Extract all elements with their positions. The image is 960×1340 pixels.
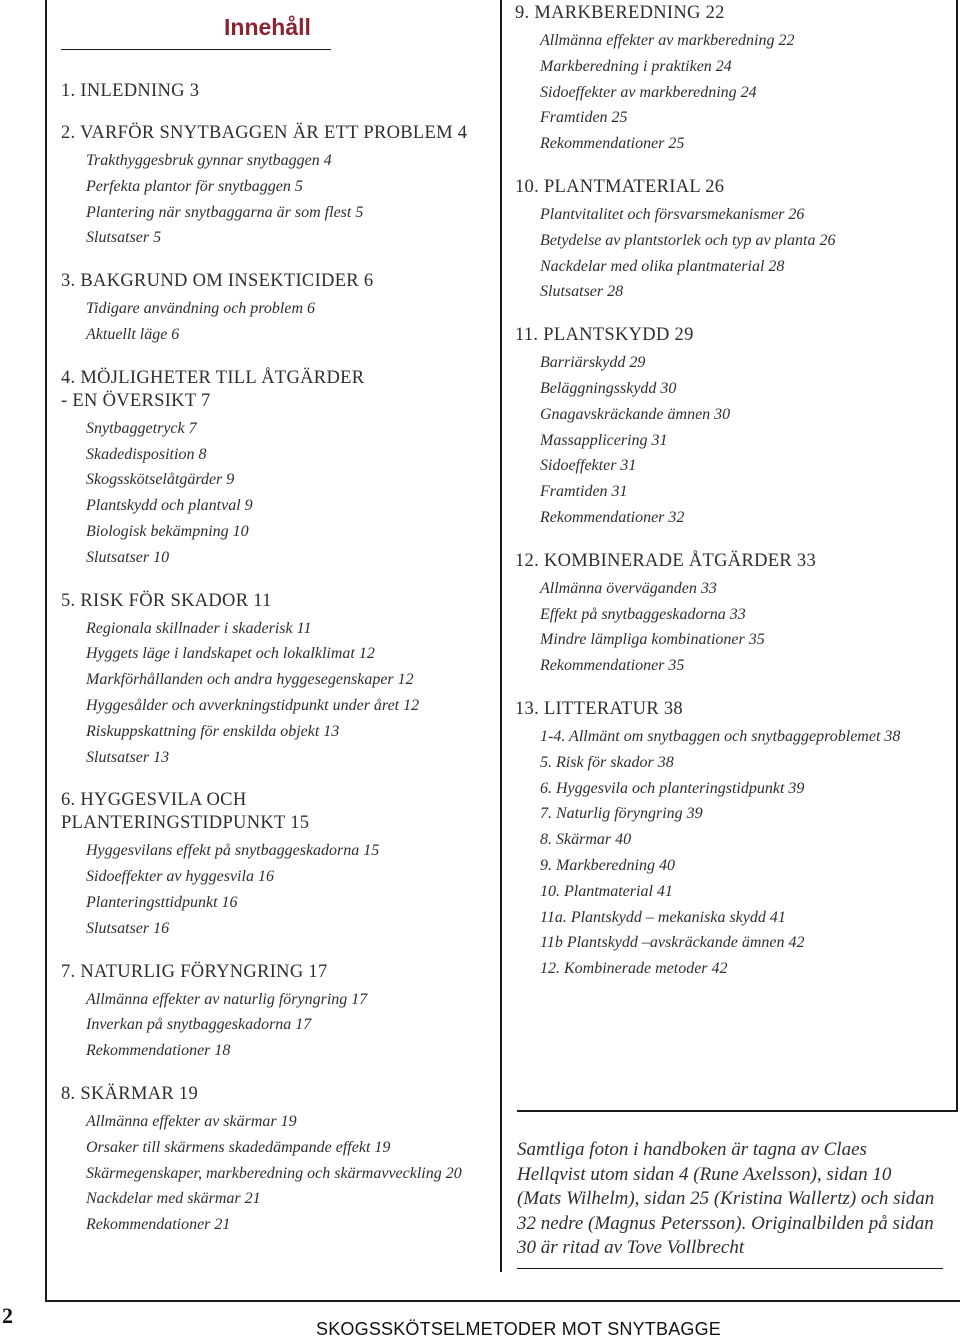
toc-subsection: Trakthyggesbruk gynnar snytbaggen 4 [86,152,332,169]
toc-section-heading: 12. KOMBINERADE ÅTGÄRDER 33 [515,550,817,571]
toc-section [61,270,491,348]
toc-subsection: Slutsatser 16 [86,919,170,937]
photo-credits: Samtliga foton i handboken är tagna av Claes Hellqvist utom sidan 4 (Rune Axelsson), sidan 10 (Mats Wilhelm), sidan 25 (Kristina Wallertz) och sidan 32 nedre (Magnus Petersson). Originalbilden på sidan 30 är ritad av Tove Vollbrecht [517,1139,935,1258]
toc-section [515,324,945,531]
toc-section [61,122,491,251]
toc-section-heading: 11. PLANTSKYDD 29 [515,325,694,346]
toc-subsection: Allmänna överväganden 33 [540,579,717,597]
toc-subsection: Planteringsttidpunkt 16 [86,893,238,911]
toc-subsection: Snytbaggetryck 7 [86,419,197,437]
toc-subsection: Markberedning i praktiken 24 [540,57,732,75]
toc-subsection: Perfekta plantor för snytbaggen 5 [86,177,303,195]
toc-right-column [515,2,945,1001]
left-vertical-rule [45,0,47,1302]
toc-subsection: Rekommendationer 25 [540,135,685,153]
toc-subsection: Skärmegenskaper, markberedning och skärmavveckling 20 [86,1164,462,1182]
toc-subsection: Betydelse av plantstorlek och typ av planta 26 [540,231,836,249]
credits-top-rule [517,1110,958,1112]
toc-subsection: 7. Naturlig föryngring 39 [540,805,703,823]
toc-subsection: Riskuppskattning för enskilda objekt 13 [86,722,340,740]
toc-subsection: 9. Markberedning 40 [540,856,675,874]
toc-subsection: Sidoeffekter av hyggesvila 16 [86,868,274,886]
toc-subsection: 8. Skärmar 40 [540,831,632,849]
toc-subsection: 1-4. Allmänt om snytbaggen och snytbaggeproblemet 38 [540,727,901,745]
toc-subsection: Regionala skillnader i skaderisk 11 [86,619,312,637]
toc-title: Innehåll [224,14,311,40]
toc-subsection: Sidoeffekter av markberedning 24 [540,83,757,101]
toc-subsection: Slutsatser 28 [540,283,624,301]
toc-subsection: Rekommendationer 18 [86,1042,231,1060]
toc-section-heading: 7. NATURLIG FÖRYNGRING 17 [61,961,328,982]
toc-subsection: Plantering när snytbaggarna är som flest 5 [86,203,364,221]
toc-subsection: Skogsskötselåtgärder 9 [86,471,235,489]
toc-subsection: Mindre lämpliga kombinationer 35 [540,631,765,649]
toc-section-heading: 6. HYGGESVILA OCH PLANTERINGSTIDPUNKT 15 [61,790,310,834]
toc-section [61,961,491,1064]
toc-section-heading: 4. MÖJLIGHETER TILL ÅTGÄRDER - EN ÖVERSIKT 7 [61,367,365,411]
toc-section [515,550,945,679]
toc-subsection: Markförhållanden och andra hyggesegenskaper 12 [86,671,414,689]
toc-subsection: Framtiden 25 [540,109,628,127]
toc-section-heading: 9. MARKBEREDNING 22 [515,3,725,23]
toc-subsection: Rekommendationer 32 [540,508,685,526]
toc-section-heading: 8. SKÄRMAR 19 [61,1083,199,1104]
toc-subsection: 11b Plantskydd –avskräckande ämnen 42 [540,934,805,952]
toc-subsection: Beläggningsskydd 30 [540,379,677,397]
toc-section-heading: 2. VARFÖR SNYTBAGGEN ÄR ETT PROBLEM 4 [61,123,468,143]
toc-subsection: Nackdelar med skärmar 21 [86,1190,261,1208]
toc-subsection: Inverkan på snytbaggeskadorna 17 [86,1016,312,1034]
credits-bottom-rule [517,1268,943,1269]
toc-subsection: Plantskydd och plantval 9 [86,497,253,515]
toc-subsection: Allmänna effekter av markberedning 22 [540,32,795,49]
page-number: 2 [2,1303,13,1328]
toc-subsection: Allmänna effekter av naturlig föryngring 17 [86,990,368,1008]
toc-subsection: Sidoeffekter 31 [540,457,637,475]
toc-section [61,367,491,571]
toc-subsection: Nackdelar med olika plantmaterial 28 [540,257,785,275]
toc-subsection: Slutsatser 10 [86,548,170,566]
center-vertical-rule [500,0,502,1272]
toc-section-heading: 1. INLEDNING 3 [61,81,200,101]
toc-subsection: Biologisk bekämpning 10 [86,522,249,540]
toc-subsection: 6. Hyggesvila och planteringstidpunkt 39 [540,779,805,797]
toc-subsection: Massapplicering 31 [540,431,668,449]
toc-subsection: Barriärskydd 29 [540,354,646,372]
toc-section [61,1083,491,1238]
toc-section-heading: 10. PLANTMATERIAL 26 [515,176,725,197]
toc-subsection: Rekommendationer 21 [86,1216,231,1234]
toc-subsection: 5. Risk för skador 38 [540,753,674,771]
toc-section-heading: 3. BAKGRUND OM INSEKTICIDER 6 [61,271,374,292]
toc-section [515,176,945,305]
toc-section-heading: 13. LITTERATUR 38 [515,698,683,719]
toc-subsection: Slutsatser 5 [86,229,162,247]
toc-subsection: Effekt på snytbaggeskadorna 33 [540,605,746,623]
footer-rule [45,1300,960,1302]
toc-subsection: Hyggets läge i landskapet och lokalklimat 12 [86,645,375,663]
toc-subsection: Framtiden 31 [540,483,628,501]
toc-subsection: Hyggesvilans effekt på snytbaggeskadorna 15 [86,842,380,860]
toc-section-heading: 5. RISK FÖR SKADOR 11 [61,590,272,611]
toc-subsection: 12. Kombinerade metoder 42 [540,960,728,978]
toc-left-column [61,80,491,1257]
toc-subsection: Aktuellt läge 6 [86,325,180,343]
toc-subsection: Allmänna effekter av skärmar 19 [86,1112,297,1130]
toc-subsection: 11a. Plantskydd – mekaniska skydd 41 [540,908,786,926]
toc-section [515,2,945,157]
toc-section [61,590,491,771]
toc-section [61,80,491,103]
toc-section [61,789,491,941]
toc-subsection: Tidigare användning och problem 6 [86,300,316,318]
toc-subsection: Skadedisposition 8 [86,445,207,463]
toc-subsection: Slutsatser 13 [86,748,170,766]
toc-subsection: Plantvitalitet och försvarsmekanismer 26 [540,205,805,223]
toc-subsection: Hyggesålder och avverkningstidpunkt under året 12 [86,696,420,714]
footer-title: SKOGSSKÖTSELMETODER MOT SNYTBAGGE [316,1319,722,1339]
toc-subsection: Gnagavskräckande ämnen 30 [540,405,731,423]
title-underline [61,49,331,50]
toc-section [515,698,945,982]
right-vertical-rule [956,0,958,1110]
toc-subsection: Orsaker till skärmens skadedämpande effekt 19 [86,1138,391,1156]
toc-subsection: Rekommendationer 35 [540,657,685,675]
toc-subsection: 10. Plantmaterial 41 [540,882,673,900]
